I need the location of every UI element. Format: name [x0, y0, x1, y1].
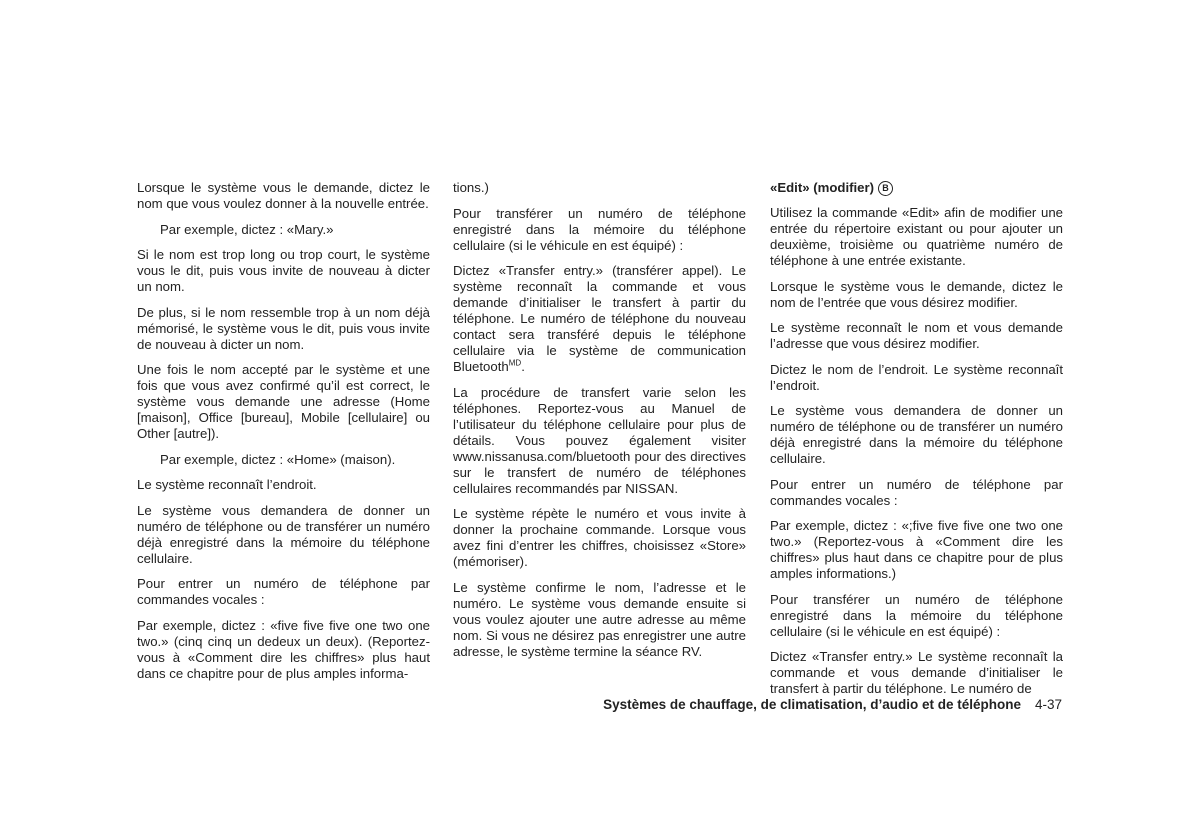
page-number: 4-37	[1034, 697, 1062, 712]
paragraph: Le système reconnaît le nom et vous demande l’adresse que vous désirez modifier.	[770, 320, 1063, 351]
paragraph: Une fois le nom accepté par le système et une fois que vous avez confirmé qu’il est correct, le système vous demande une adresse (Home [maison], Office [bureau], Mobile [cellulaire] ou Other [autre]).	[137, 362, 430, 441]
paragraph-end: .	[521, 359, 525, 374]
section-heading	[770, 180, 1063, 196]
paragraph: Pour transférer un numéro de téléphone enregistré dans la mémoire du téléphone cellulaire (si le véhicule en est équipé) :	[770, 591, 1063, 639]
paragraph: Si le nom est trop long ou trop court, le système vous le dit, puis vous invite de nouveau à dicter un nom.	[137, 247, 430, 294]
paragraph: Utilisez la commande «Edit» afin de modifier une entrée du répertoire existant ou pour ajouter un deuxième, troisième ou quatrième numéro de téléphone à une entrée existante.	[770, 205, 1063, 268]
paragraph: Lorsque le système vous le demande, dictez le nom de l’entrée que vous désirez modifier.	[770, 278, 1063, 310]
paragraph: Le système reconnaît l’endroit.	[137, 477, 317, 492]
paragraph: Pour transférer un numéro de téléphone enregistré dans la mémoire du téléphone cellulaire (si le véhicule en est équipé) :	[453, 205, 746, 253]
paragraph: Le système confirme le nom, l’adresse et le numéro. Le système vous demande ensuite si vous voulez ajouter une autre adresse au même nom. Si vous ne désirez pas enregistrer une autre adresse, le système termine la séance RV.	[453, 579, 746, 659]
paragraph: Le système vous demandera de donner un numéro de téléphone ou de transférer un numéro déjà enregistré dans la mémoire du téléphone cellulaire.	[137, 502, 430, 566]
paragraph: Pour entrer un numéro de téléphone par commandes vocales :	[137, 576, 430, 607]
text-column-3	[770, 180, 1063, 707]
paragraph: Par exemple, dictez : «;five five five one two one two.» (Reportez-vous à «Comment dire les chiffres» plus haut dans ce chapitre pour de plus amples informations.)	[770, 518, 1063, 581]
paragraph: Dictez «Transfer entry.» Le système reconnaît la commande et vous demande d’initialiser le transfert à partir du téléphone. Le numéro de	[770, 649, 1063, 696]
paragraph: Par exemple, dictez : «five five five one two one two.» (cinq cinq un dedeux un deux). (Reportez-vous à «Comment dire les chiffres» plus haut dans ce chapitre pour de plus amples informa-	[137, 617, 430, 681]
paragraph: Pour entrer un numéro de téléphone par commandes vocales :	[770, 476, 1063, 508]
section-heading-text: «Edit» (modifier)	[770, 180, 875, 195]
example-paragraph: Par exemple, dictez : «Home» (maison).	[160, 451, 396, 467]
section-title: Systèmes de chauffage, de climatisation, d’audio et de téléphone	[603, 697, 1021, 712]
trademark-superscript: MD	[508, 358, 522, 368]
page-footer	[603, 697, 1062, 712]
callout-b-icon: B	[878, 181, 893, 196]
text-column-1	[137, 180, 430, 691]
paragraph-text: Dictez «Transfer entry.» (transférer appel). Le système reconnaît la commande et vous demande d’initialiser le transfert à partir du téléphone. Le numéro de téléphone du nouveau contact sera transféré depuis le téléphone cellulaire via le système de communication Bluetooth	[453, 263, 746, 374]
paragraph: Dictez le nom de l’endroit. Le système reconnaît l’endroit.	[770, 361, 1063, 393]
text-column-2	[453, 180, 746, 669]
paragraph: Le système répète le numéro et vous invite à donner la prochaine commande. Lorsque vous avez fini d’entrer les chiffres, choisissez «Store» (mémoriser).	[453, 506, 746, 569]
paragraph	[453, 263, 746, 375]
example-paragraph: Par exemple, dictez : «Mary.»	[160, 221, 334, 237]
paragraph: Lorsque le système vous le demande, dictez le nom que vous voulez donner à la nouvelle entrée.	[137, 180, 430, 211]
paragraph: tions.)	[453, 180, 489, 195]
paragraph: De plus, si le nom ressemble trop à un nom déjà mémorisé, le système vous le dit, puis vous invite de nouveau à dicter un nom.	[137, 304, 430, 352]
paragraph: Le système vous demandera de donner un numéro de téléphone ou de transférer un numéro déjà enregistré dans la mémoire du téléphone cellulaire.	[770, 403, 1063, 466]
paragraph: La procédure de transfert varie selon les téléphones. Reportez-vous au Manuel de l’utilisateur du téléphone cellulaire pour plus de détails. Vous pouvez également visiter www.nissanusa.com/bluetooth pour des directives sur le transfert de numéro de téléphones cellulaires recommandés par NISSAN.	[453, 384, 746, 496]
